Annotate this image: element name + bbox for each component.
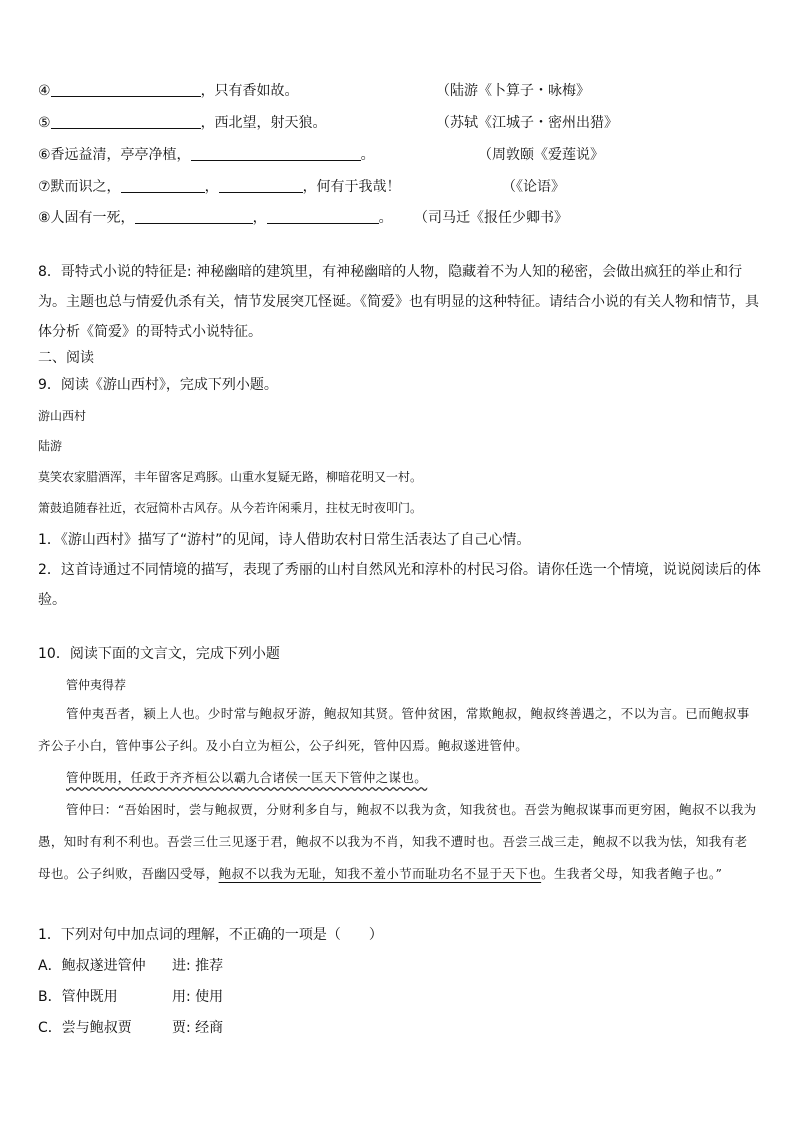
option-c-meaning: 贾: 经商 <box>172 1020 224 1036</box>
wavy-underlined-sentence: 管仲既用，任政于齐齐桓公以霸九合诸侯一匡天下管仲之谋也。 <box>66 770 428 785</box>
option-b-meaning: 用: 使用 <box>172 989 224 1005</box>
passage-paragraph <box>38 762 758 794</box>
fill-text: ⑥香远益清，亭亭净植， <box>38 147 191 163</box>
answer-blank[interactable] <box>121 178 205 193</box>
poem-line: 莫笑农家腊酒浑，丰年留客足鸡豚。山重水复疑无路，柳暗花明又一村。 <box>38 470 423 484</box>
fill-text: ，只有香如故。 <box>200 83 299 99</box>
answer-blank[interactable] <box>135 209 253 224</box>
fill-text: ， <box>252 210 267 226</box>
subquestion: 2．这首诗通过不同情境的描写，表现了秀丽的山村自然风光和淳朴的村民习俗。请你任选一个情境，说说阅读后的体验。 <box>38 562 761 608</box>
question-10-title: 10．阅读下面的文言文，完成下列小题 <box>38 646 280 662</box>
answer-blank[interactable] <box>267 209 379 224</box>
item-number: ⑤ <box>38 115 51 131</box>
fill-item-6 <box>38 146 375 164</box>
fill-source: （周敦颐《爱莲说》 <box>478 147 604 163</box>
item-number: ④ <box>38 83 51 99</box>
answer-blank[interactable] <box>51 82 201 97</box>
passage-paragraph: 管仲夷吾者，颍上人也。少时常与鲍叔牙游，鲍叔知其贤。管仲贫困，常欺鲍叔，鲍叔终善遇之，不以为言。已而鲍叔事齐公子小白，管仲事公子纠。及小白立为桓公，公子纠死，管仲囚焉。鲍叔遂进管仲。 <box>38 706 750 753</box>
fill-text: ，西北望，射天狼。 <box>200 115 327 131</box>
fill-source: （陆游《卜算子・咏梅》 <box>436 83 590 99</box>
fill-item-8 <box>38 209 393 227</box>
subquestion: 1．《游山西村》描写了“游村”的见闻，诗人借助农村日常生活表达了自己心情。 <box>38 532 531 548</box>
fill-item-7 <box>38 178 401 196</box>
poem-title: 游山西村 <box>38 409 87 423</box>
option-c: C．尝与鲍叔贾 <box>38 1020 132 1036</box>
fill-text: 。 <box>378 210 393 226</box>
question-8: 8．哥特式小说的特征是: 神秘幽暗的建筑里，有神秘幽暗的人物，隐藏着不为人知的秘密，会做出疯狂的举止和行为。主题也总与情爱仇杀有关，情节发展突兀怪诞。《简爱》也有明显的这种特征。请结合小说的有关人物和情节，具体分析《简爱》的哥特式小说特征。 <box>38 264 759 340</box>
poem-line: 箫鼓追随春社近，衣冠简朴古风存。从今若许闲乘月，拄杖无时夜叩门。 <box>38 501 423 515</box>
passage-paragraph <box>38 794 758 890</box>
option-a: A．鲍叔遂进管仲 <box>38 958 146 974</box>
fill-text: 。 <box>360 147 375 163</box>
section-heading: 二、阅读 <box>38 350 94 366</box>
answer-blank[interactable] <box>219 178 303 193</box>
fill-source: （《论语》 <box>502 179 565 195</box>
passage-title: 管仲夷得荐 <box>66 678 127 692</box>
answer-blank[interactable] <box>191 146 361 161</box>
question-9-title: 9．阅读《游山西村》，完成下列小题。 <box>38 377 278 393</box>
fill-text: ，何有于我哉！ <box>302 179 401 195</box>
fill-text: ⑦默而识之， <box>38 179 121 195</box>
fill-item-5 <box>38 114 327 132</box>
fill-text: ， <box>204 179 219 195</box>
fill-source: （司马迁《报任少卿书》 <box>414 210 568 226</box>
passage-text: 。生我者父母，知我者鲍子也。” <box>541 866 723 881</box>
fill-source: （苏轼《江城子・密州出猎》 <box>436 115 618 131</box>
option-b: B．管仲既用 <box>38 989 118 1005</box>
subquestion: 1．下列对句中加点词的理解，不正确的一项是（ ） <box>38 927 383 943</box>
answer-blank[interactable] <box>51 114 201 129</box>
poem-author: 陆游 <box>38 439 63 453</box>
fill-text: ⑧人固有一死， <box>38 210 135 226</box>
underlined-sentence: 鲍叔不以我为无耻，知我不羞小节而耻功名不显于天下也 <box>218 866 542 881</box>
passage-text: 管仲曰：“吾始困时，尝与鲍叔贾，分财利多自与，鲍叔不以我为贪，知我贫也。吾尝为鲍叔谋事而更穷困，鲍叔不以我为愚，知时有利不利也。吾尝三仕三见逐于君，鲍叔不以我为不肖，知我不遭时也。吾尝三战三走，鲍叔不以我为怯，知我有老母也。公子纠败，吾幽囚受辱， <box>38 802 757 881</box>
option-a-meaning: 进: 推荐 <box>172 958 224 974</box>
fill-item-4 <box>38 82 299 100</box>
